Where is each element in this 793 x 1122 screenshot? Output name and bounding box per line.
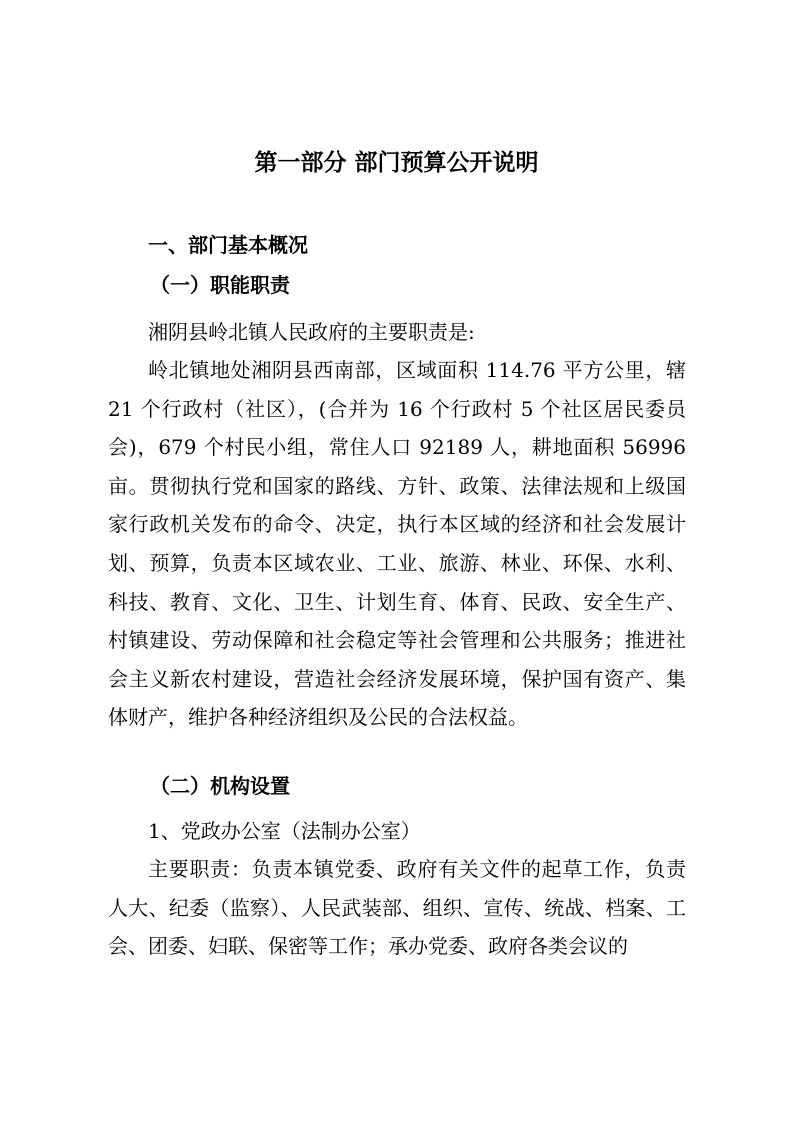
section-heading-basic-overview: 一、部门基本概况 (148, 233, 308, 257)
intro-paragraph: 湘阴县岭北镇人民政府的主要职责是: (148, 320, 475, 344)
duties-paragraph: 岭北镇地处湘阴县西南部，区域面积 114.76 平方公里，辖 21 个行政村（社区），(合并为 16 个行政村 5 个社区居民委员会)，679 个村民小组，常住人口 92189 人，耕地面积 56996 亩。贯彻执行党和国家的路线、方针、政策、法律法规和上级国家行政机关发布的命令、决定，执行本区域的经济和社会发展计划、预算，负责本区域农业、工业、旅游、林业、环保、水利、科技、教育、文化、卫生、计划生育、体育、民政、安全生产、村镇建设、劳动保障和社会稳定等社会管理和公共服务；推进社会主义新农村建设，营造社会经济发展环境，保护国有资产、集体财产，维护各种经济组织及公民的合法权益。 (108, 358, 686, 730)
subsection-heading-organization: （二）机构设置 (150, 774, 290, 798)
page-title: 第一部分 部门预算公开说明 (254, 149, 539, 176)
subsection-heading-duties: （一）职能职责 (150, 273, 290, 297)
organization-item-title: 1、党政办公室（法制办公室） (148, 819, 421, 843)
organization-item-duty-paragraph: 主要职责：负责本镇党委、政府有关文件的起草工作，负责人大、纪委（监察）、人民武装部、组织、宣传、统战、档案、工会、团委、妇联、保密等工作；承办党委、政府各类会议的 (108, 857, 686, 959)
